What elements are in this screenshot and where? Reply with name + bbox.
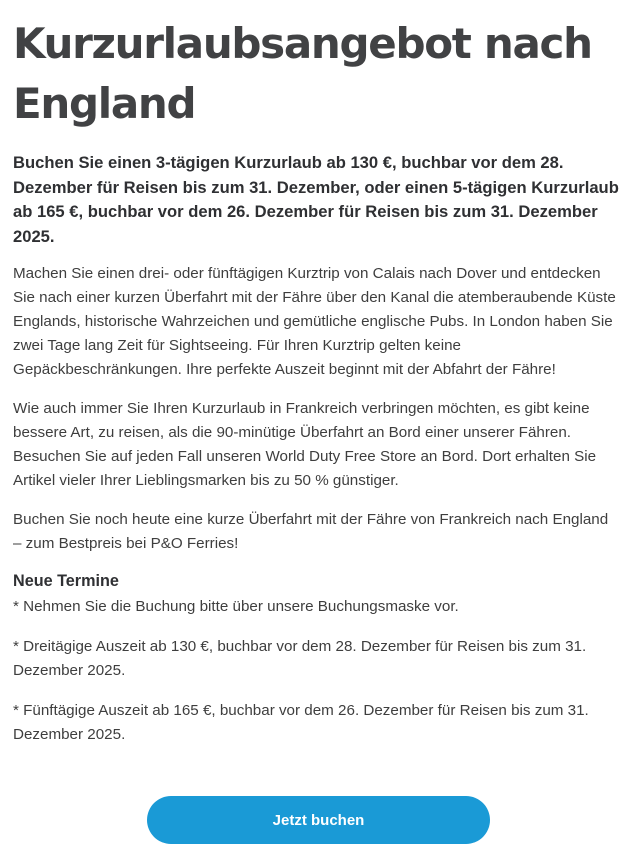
book-now-button[interactable]: Jetzt buchen (147, 796, 490, 844)
page-title: Kurzurlaubsangebot nach England (13, 19, 592, 128)
termine-heading: Neue Termine (13, 572, 119, 590)
termine-item: * Fünftägige Auszeit ab 165 €, buchbar vor dem 26. Dezember für Reisen bis zum 31. Dezember 2025. (13, 702, 589, 743)
termine-list (13, 595, 619, 747)
offer-summary: Buchen Sie einen 3-tägigen Kurzurlaub ab 130 €, buchbar vor dem 28. Dezember für Reisen bis zum 31. Dezember, oder einen 5-tägigen Kurzurlaub ab 165 €, buchbar vor dem 26. Dezember für Reisen bis zum 31. Dezember 2025. (13, 153, 619, 246)
crossing-paragraph: Wie auch immer Sie Ihren Kurzurlaub in Frankreich verbringen möchten, es gibt keine bessere Art, zu reisen, als die 90-minütige Überfahrt an Bord einer unserer Fähren. Besuchen Sie auf jeden Fall unseren World Duty Free Store an Bord. Dort erhalten Sie Artikel vieler Ihrer Lieblingsmarken bis zu 50 % günstiger. (13, 400, 597, 489)
intro-paragraph: Machen Sie einen drei- oder fünftägigen Kurztrip von Calais nach Dover und entdecken Sie nach einer kurzen Überfahrt mit der Fähre über den Kanal die atemberaubende Küste Englands, historische Wahrzeichen und gemütliche englische Pubs. In London haben Sie zwei Tage lang Zeit für Sightseeing. Für Ihren Kurztrip gelten keine Gepäckbeschränkungen. Ihre perfekte Auszeit beginnt mit der Abfahrt der Fähre! (13, 265, 616, 378)
termine-item: * Dreitägige Auszeit ab 130 €, buchbar vor dem 28. Dezember für Reisen bis zum 31. Dezember 2025. (13, 638, 587, 679)
booking-paragraph: Buchen Sie noch heute eine kurze Überfahrt mit der Fähre von Frankreich nach England – zum Bestpreis bei P&O Ferries! (13, 511, 609, 552)
cta-container (147, 796, 490, 844)
termine-item: * Nehmen Sie die Buchung bitte über unsere Buchungsmaske vor. (13, 598, 459, 615)
offer-article (13, 14, 619, 763)
